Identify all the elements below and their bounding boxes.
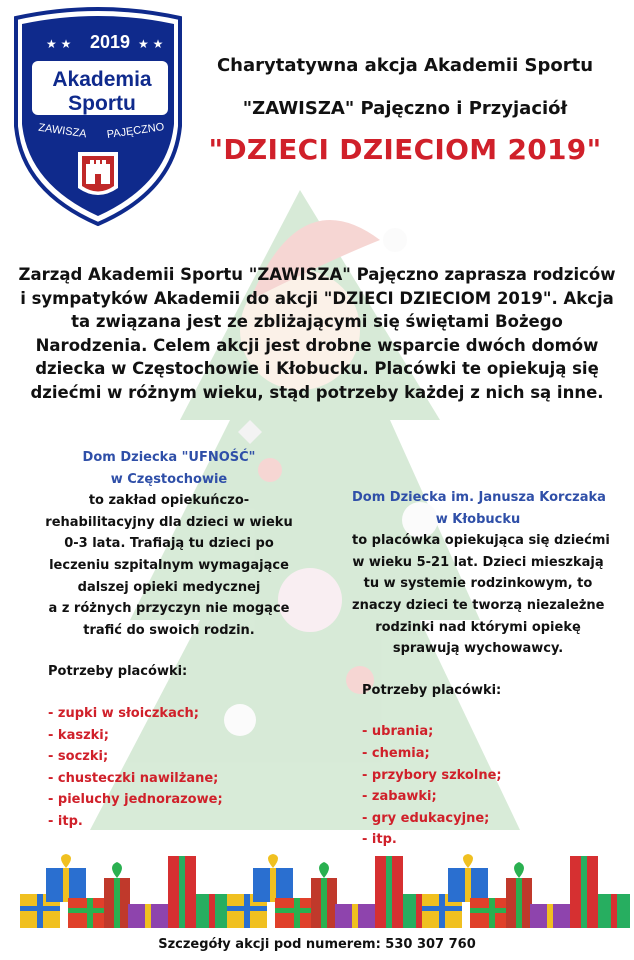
logo-year: 2019 (89, 32, 131, 52)
right-need-item: - gry edukacyjne; (362, 810, 490, 826)
header-line2: "ZAWISZA" Pajęczno i Przyjaciół (242, 98, 568, 119)
intro-line: dziećmi w różnym wieku, stąd potrzeby każdej z nich są inne. (30, 382, 604, 402)
left-need-item: - zupki w słoiczkach; (48, 705, 200, 721)
svg-text:★ ★: ★ ★ (138, 37, 164, 51)
left-desc-line: 0-3 lata. Trafiają tu dzieci po (64, 536, 274, 552)
left-column (38, 447, 300, 833)
left-need-item: - pieluchy jednorazowe; (48, 792, 223, 808)
left-need-item: - chusteczki nawilżane; (48, 770, 219, 786)
left-desc-line: rehabilitacyjny dla dzieci w wieku (45, 514, 293, 530)
right-title-city: w Kłobucku (435, 511, 521, 527)
right-need-item: - przybory szkolne; (362, 767, 502, 783)
left-need-item: - itp. (48, 813, 83, 829)
intro-line: dziecka w Częstochowie i Kłobucku. Placówki te opiekują się (35, 359, 599, 378)
left-need-item: - soczki; (48, 749, 109, 765)
left-desc-line: a z różnych przyczyn nie mogące (48, 601, 290, 617)
left-desc-line: to zakład opiekuńczo- (88, 493, 250, 509)
gift-boxes-decoration (0, 848, 634, 932)
intro-paragraph (18, 263, 616, 404)
footer-contact: Szczegóły akcji pod numerem: 530 307 760 (158, 937, 476, 952)
svg-text:★ ★: ★ ★ (46, 37, 72, 51)
right-desc-line: tu w systemie rodzinkowym, to (363, 576, 593, 592)
intro-line: Narodzenia. Celem akcji jest drobne wsparcie dwóch domów (35, 335, 599, 355)
castle-crest-icon (78, 152, 118, 195)
intro-line: Zarząd Akademii Sportu "ZAWISZA" Pajęczno zaprasza rodziców (18, 265, 616, 284)
right-needs-label: Potrzeby placówki: (362, 682, 502, 698)
header-line1: Charytatywna akcja Akademii Sportu (216, 55, 594, 76)
logo-line1: Akademia (52, 68, 152, 91)
akademia-sportu-logo (6, 6, 190, 228)
left-needs-label: Potrzeby placówki: (48, 664, 188, 680)
right-need-item: - ubrania; (362, 724, 434, 740)
right-desc-line: sprawują wychowawcy. (392, 641, 564, 657)
right-desc-line: znaczy dzieci te tworzą niezależne (352, 597, 605, 613)
intro-line: ta związana jest ze zbliżającymi się świętami Bożego (71, 312, 563, 331)
right-need-item: - itp. (362, 832, 397, 848)
right-need-item: - chemia; (362, 745, 430, 761)
right-desc-line: to placówka opiekująca się dziećmi (352, 533, 610, 549)
left-desc-line: leczeniu szpitalnym wymagające (49, 557, 289, 573)
logo-right-text: PAJĘCZNO (106, 121, 166, 141)
intro-line: i sympatyków Akademii do akcji "DZIECI DZIECIOM 2019". Akcja (20, 288, 614, 308)
left-desc-line: dalszej opieki medycznej (77, 579, 261, 595)
left-need-item: - kaszki; (48, 727, 109, 743)
left-title-city: w Częstochowie (110, 471, 228, 487)
right-need-item: - zabawki; (362, 789, 437, 805)
right-desc-line: rodzinki nad którymi opiekę (375, 619, 581, 635)
logo-left-text: ZAWISZA (37, 121, 88, 141)
left-desc-line: trafić do swoich rodzin. (83, 622, 255, 638)
right-column (352, 487, 610, 851)
right-title: Dom Dziecka im. Janusza Korczaka (352, 490, 606, 505)
right-desc-line: w wieku 5-21 lat. Dzieci mieszkają (352, 554, 604, 570)
logo-line2: Sportu (68, 92, 136, 115)
header-title: "DZIECI DZIECIOM 2019" (208, 133, 602, 166)
left-title: Dom Dziecka "UFNOŚĆ" (82, 450, 256, 465)
